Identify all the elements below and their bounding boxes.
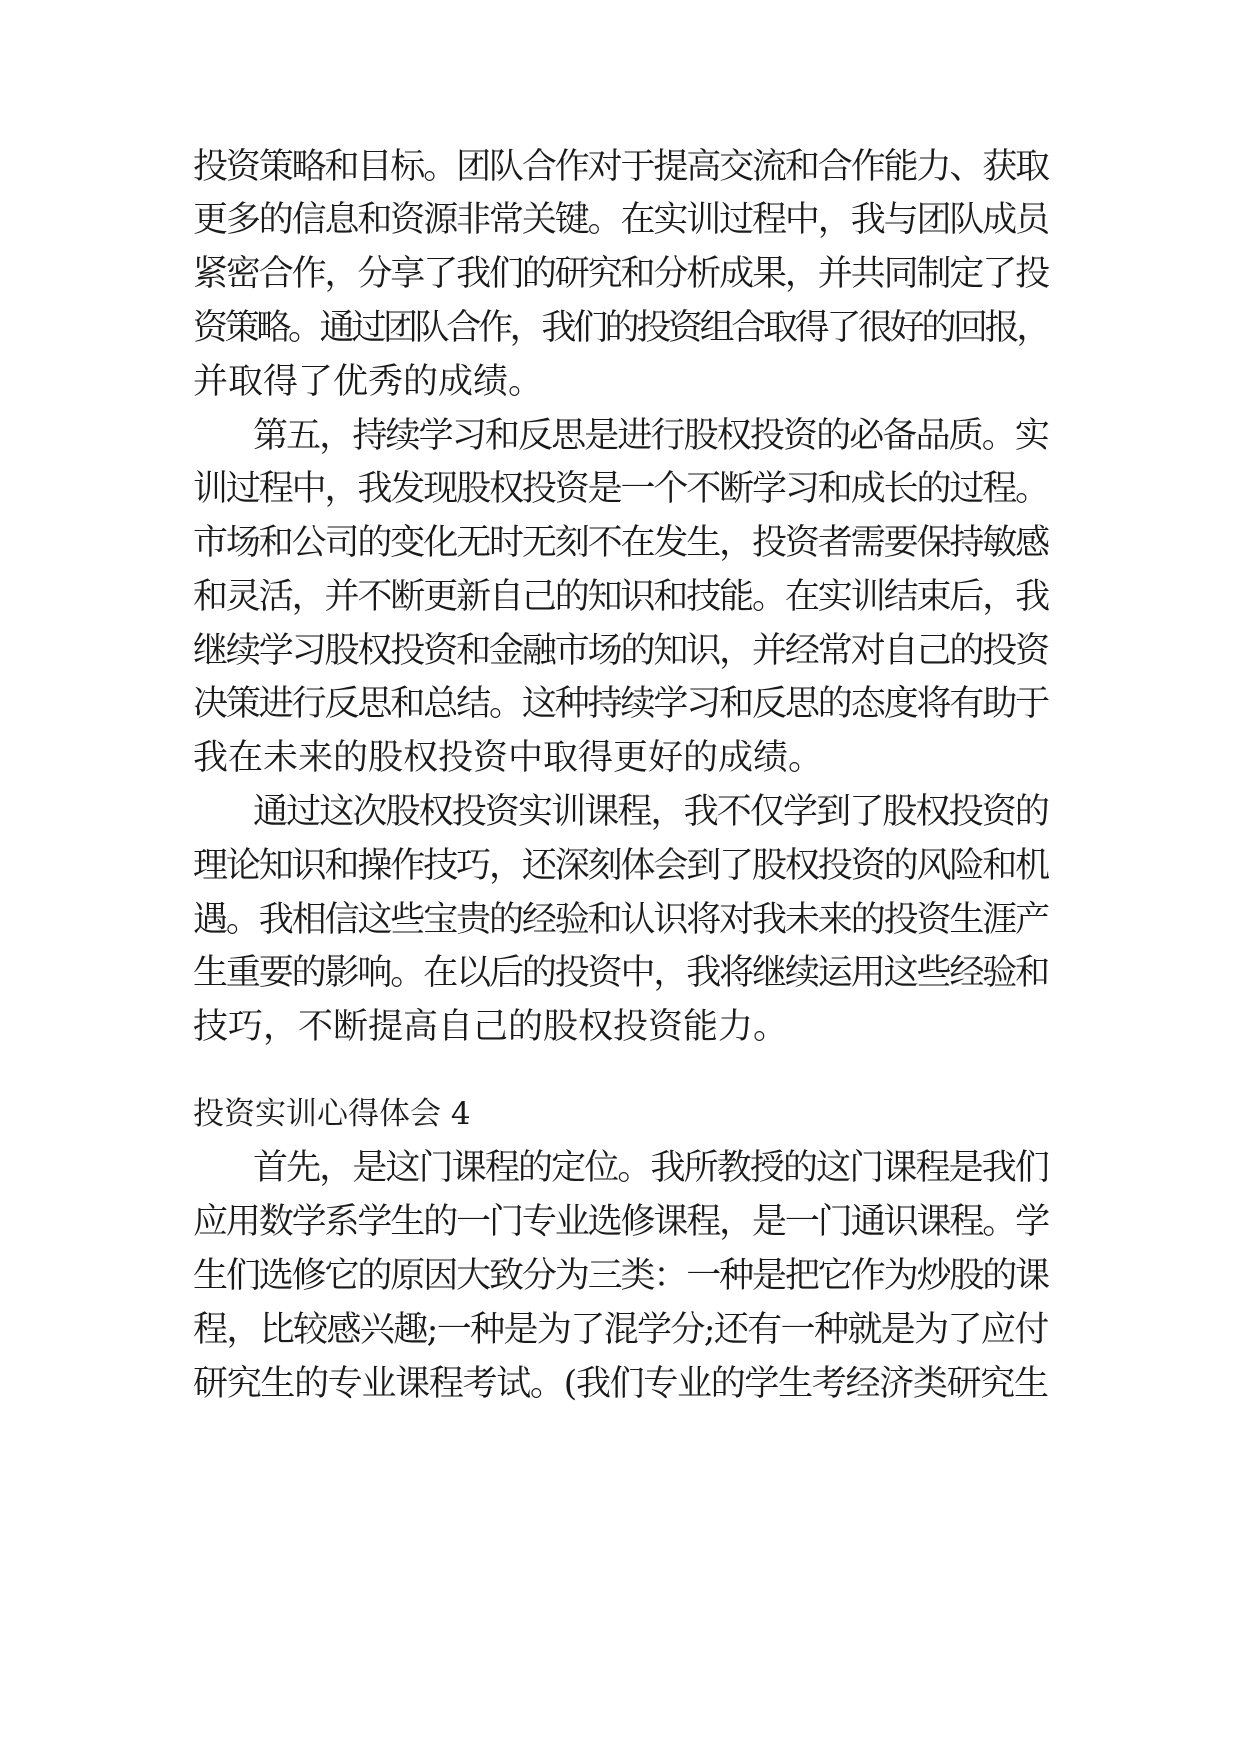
paragraph-line: 我在未来的股权投资中取得更好的成绩。 xyxy=(193,738,824,778)
paragraph-line: 首先，是这门课程的定位。我所教授的这门课程是我们 xyxy=(253,1148,1049,1188)
paragraph-line: 紧密合作，分享了我们的研究和分析成果，并共同制定了投 xyxy=(193,254,1049,294)
section-heading: 投资实训心得体会 4 xyxy=(193,1096,471,1132)
paragraph-line: 投资策略和目标。团队合作对于提高交流和合作能力、获取 xyxy=(193,147,1049,187)
paragraph-line: 和灵活，并不断更新自己的知识和技能。在实训结束后，我 xyxy=(193,577,1049,617)
paragraph-line: 训过程中，我发现股权投资是一个不断学习和成长的过程。 xyxy=(193,469,1049,509)
paragraph-line: 更多的信息和资源非常关键。在实训过程中，我与团队成员 xyxy=(193,200,1049,240)
paragraph-line: 生们选修它的原因大致分为三类：一种是把它作为炒股的课 xyxy=(193,1256,1049,1296)
paragraph-line: 第五，持续学习和反思是进行股权投资的必备品质。实 xyxy=(253,416,1049,456)
paragraph-line: 资策略。通过团队合作，我们的投资组合取得了很好的回报， xyxy=(193,308,1049,348)
paragraph-line: 程，比较感兴趣;一种是为了混学分;还有一种就是为了应付 xyxy=(193,1310,1048,1350)
paragraph-line: 通过这次股权投资实训课程，我不仅学到了股权投资的 xyxy=(253,792,1049,832)
paragraph-line: 理论知识和操作技巧，还深刻体会到了股权投资的风险和机 xyxy=(193,846,1049,886)
paragraph-line: 继续学习股权投资和金融市场的知识，并经常对自己的投资 xyxy=(193,631,1049,671)
paragraph-line: 研究生的专业课程考试。(我们专业的学生考经济类研究生 xyxy=(193,1364,1048,1404)
paragraph-line: 技巧，不断提高自己的股权投资能力。 xyxy=(193,1007,789,1047)
paragraph-line: 生重要的影响。在以后的投资中，我将继续运用这些经验和 xyxy=(193,953,1049,993)
paragraph-line: 决策进行反思和总结。这种持续学习和反思的态度将有助于 xyxy=(193,684,1049,724)
paragraph-line: 遇。我相信这些宝贵的经验和认识将对我未来的投资生涯产 xyxy=(193,900,1049,940)
paragraph-line: 并取得了优秀的成绩。 xyxy=(193,362,544,402)
paragraph-line: 应用数学系学生的一门专业选修课程，是一门通识课程。学 xyxy=(193,1202,1049,1242)
paragraph-line: 市场和公司的变化无时无刻不在发生，投资者需要保持敏感 xyxy=(193,523,1049,563)
